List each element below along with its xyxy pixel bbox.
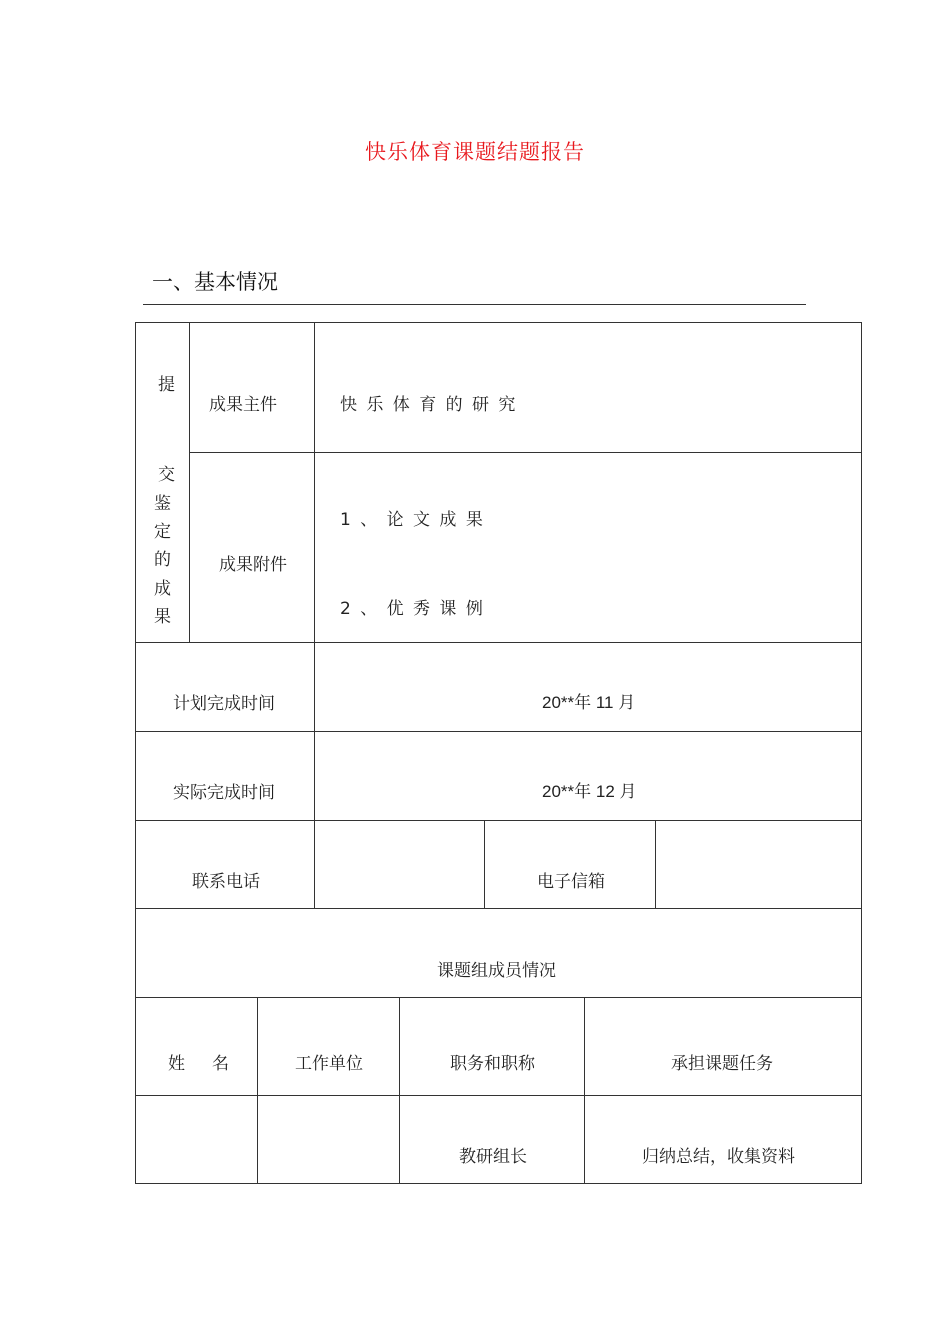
main-work-label: 成果主件 [209,395,277,415]
attachments-label: 成果附件 [219,555,287,575]
member-row-cell [399,1095,585,1184]
member-header-cell [399,997,585,1096]
planned-time-value: 20**年 11 月 [542,693,636,712]
planned-time-label-cell [135,642,315,732]
attachments-label-cell [189,452,315,643]
actual-time-value-cell [314,731,862,821]
member-col-title: 职务和职称 [450,1054,535,1074]
actual-time-value: 20**年 12 月 [542,782,637,801]
member-col-name: 姓 名 [168,1054,230,1074]
submit-label-char: 果 [154,607,171,627]
main-work-label-cell [189,322,315,453]
attachment-item: 1 、 论 文 成 果 [340,510,485,530]
submit-label-char: 定 [154,522,171,542]
section-divider [143,304,806,305]
members-heading: 课题组成员情况 [437,961,556,981]
actual-time-label-cell [135,731,315,821]
email-value-cell [655,820,862,909]
document-title: 快乐体育课题结题报告 [365,140,585,164]
members-heading-cell [135,908,862,998]
main-work-value: 快 乐 体 育 的 研 究 [340,395,518,415]
submit-label-char: 交 [158,465,175,485]
member-row-cell [135,1095,258,1184]
member-header-cell [584,997,862,1096]
actual-time-label: 实际完成时间 [173,783,275,803]
phone-label: 联系电话 [192,872,260,892]
member-header-cell [135,997,258,1096]
submit-label-char: 成 [154,579,171,599]
member-task: 归纳总结，收集资料 [642,1147,795,1167]
member-row-cell [584,1095,862,1184]
member-row-cell [257,1095,400,1184]
phone-value-cell [314,820,485,909]
main-work-value-cell [314,322,862,453]
member-header-cell [257,997,400,1096]
attachment-item: 2 、 优 秀 课 例 [340,599,485,619]
submit-label-char: 鉴 [154,494,171,514]
planned-time-value-cell [314,642,862,732]
phone-label-cell [135,820,315,909]
submit-label-char: 提 [158,375,175,395]
member-title: 教研组长 [459,1147,527,1167]
planned-time-label: 计划完成时间 [173,694,275,714]
email-label: 电子信箱 [537,872,605,892]
section-heading: 一、基本情况 [152,270,278,294]
submit-label-char: 的 [154,550,171,570]
member-col-unit: 工作单位 [295,1054,363,1074]
member-col-task: 承担课题任务 [671,1054,773,1074]
email-label-cell [484,820,656,909]
